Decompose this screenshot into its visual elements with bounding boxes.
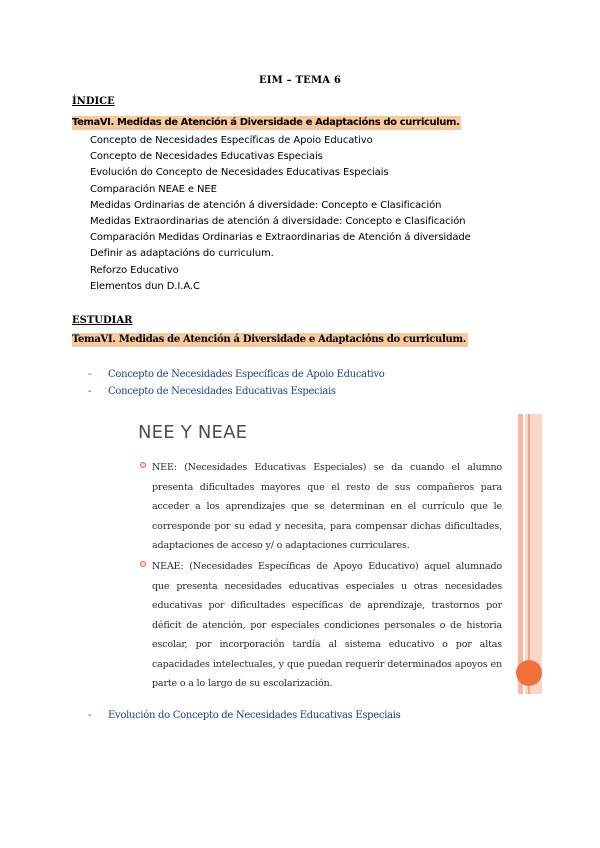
index-item-ordinary-measures: Medidas Ordinarias de atención á diversidade: Concepto e Clasificación xyxy=(90,199,442,211)
study-link-item xyxy=(88,364,385,381)
document-title: EIM – TEMA 6 xyxy=(258,75,342,86)
index-item-neae-nee-comparison: Comparación NEAE e NEE xyxy=(90,183,217,195)
index-item-measures-comparison: Comparación Medidas Ordinarias e Extraordinarias de Atención á diversidade xyxy=(90,232,471,244)
study-link-neae-concept[interactable]: Concepto de Necesidades Específicas de Apoio Educativo xyxy=(108,369,385,380)
index-item-extraordinary-measures: Medidas Extraordinarias de atención á diversidade: Concepto e Clasificación xyxy=(90,215,466,227)
study-link-item xyxy=(88,381,385,398)
slide-item-neae xyxy=(138,557,502,694)
dash-bullet: - xyxy=(88,386,92,397)
nee-neae-slide xyxy=(116,414,542,694)
study-link-item xyxy=(88,705,401,722)
index-item-curriculum-adaptations: Definir as adaptacións do curriculum. xyxy=(90,248,274,260)
index-list xyxy=(90,133,471,295)
study-link-nee-evolution[interactable]: Evolución do Concepto de Necesidades Educativas Especiais xyxy=(108,710,401,721)
index-item-educational-reinforcement: Reforzo Educativo xyxy=(90,264,179,276)
index-topic: TemaVI. Medidas de Atención á Diversidade e Adaptacións do curriculum. xyxy=(72,117,460,128)
study-topic: TemaVI. Medidas de Atención á Diversidade e Adaptacións do curriculum. xyxy=(72,334,466,345)
slide-text-nee: NEE: (Necesidades Educativas Especiales) se da cuando el alumno presenta dificultades mayores que el resto de sus compañeros para acceder a los aprendizajes que se determinan en el currículo que le corresponde por su edad y necesita, para compensar dichas dificultades, adaptaciones de acceso y/ o adaptaciones curriculares. xyxy=(152,462,502,551)
study-links-top xyxy=(88,364,385,398)
study-heading: ESTUDIAR xyxy=(72,315,133,326)
slide-decoration-band xyxy=(518,414,523,694)
slide-item-nee xyxy=(138,458,502,556)
index-item-nee-concept: Concepto de Necesidades Educativas Especiais xyxy=(90,151,323,163)
circle-bullet-icon xyxy=(140,462,146,468)
dash-bullet: - xyxy=(88,710,92,721)
slide-orange-circle xyxy=(516,660,542,686)
circle-bullet-icon xyxy=(140,561,146,567)
index-item-diac-elements: Elementos dun D.I.A.C xyxy=(90,280,200,292)
slide-text-neae: NEAE: (Necesidades Específicas de Apoyo Educativo) aquel alumnado que presenta necesidades educativas especiales u otras necesidades educativas por dificultades específicas de aprendizaje, trastornos por déficit de atención, por especiales condiciones personales o de historia escolar, por incorporación tardía al sistema educativo o por altas capacidades intelectuales, y que puedan requerir determinados apoyos en parte o a lo largo de su escolarización. xyxy=(152,561,502,689)
study-links-bottom xyxy=(88,705,401,722)
index-item-neae-concept: Concepto de Necesidades Específicas de Apoio Educativo xyxy=(90,135,373,146)
index-item-nee-evolution: Evolución do Concepto de Necesidades Educativas Especiais xyxy=(90,167,389,179)
index-heading: ÍNDICE xyxy=(72,96,115,107)
study-link-nee-concept[interactable]: Concepto de Necesidades Educativas Especiais xyxy=(108,386,336,397)
slide-decoration-band xyxy=(528,414,530,694)
slide-title: NEE Y NEAE xyxy=(138,422,248,443)
dash-bullet: - xyxy=(88,369,92,380)
